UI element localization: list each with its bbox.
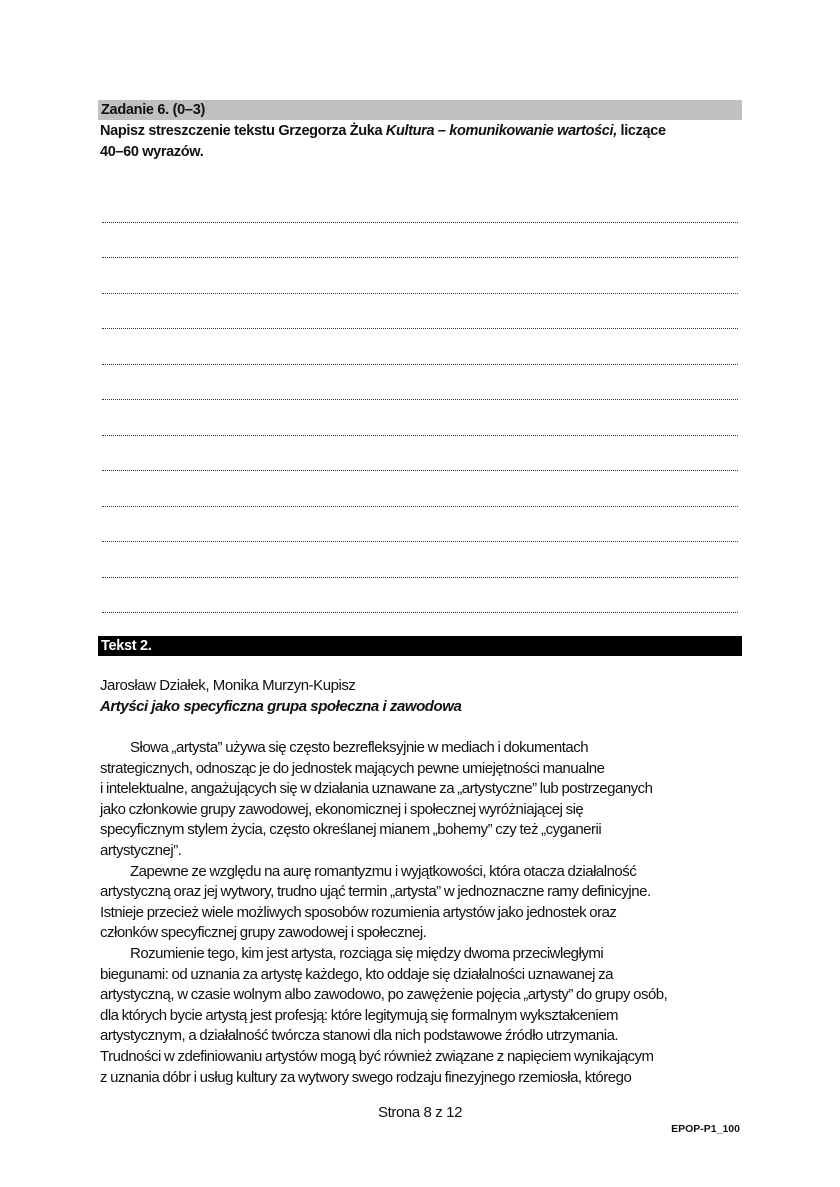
page-number: Strona 8 z 12 xyxy=(377,1104,463,1121)
text-header: Tekst 2. xyxy=(98,636,742,656)
answer-line[interactable] xyxy=(102,223,738,259)
body-text-line: członków specyficznej grupy zawodowej i społecznej. xyxy=(100,924,427,942)
body-text-line: artystycznym, a działalność twórcza stanowi dla nich podstawowe źródło utrzymania. xyxy=(100,1027,619,1045)
task-instruction xyxy=(100,121,750,163)
answer-line[interactable] xyxy=(102,542,738,578)
body-text-line: jako członkowie grupy zawodowej, ekonomicznej i społecznej wyróżniającej się xyxy=(100,800,584,818)
instruction-word-count: 40–60 wyrazów. xyxy=(100,144,204,160)
instruction-title: Kultura – komunikowanie wartości, xyxy=(385,123,617,139)
body-text-line: specyficznym stylem życia, często określanej mianem „bohemy” czy też „cyganerii xyxy=(100,821,602,839)
answer-line[interactable] xyxy=(102,365,738,401)
body-text-line: Istnieje przecież wiele możliwych sposobów rozumienia artystów jako jednostek oraz xyxy=(100,903,617,921)
answer-line[interactable] xyxy=(102,436,738,472)
body-text-line: artystyczną, w czasie wolnym albo zawodowo, po zawężenie pojęcia „artysty” do grupy osób, xyxy=(100,986,668,1004)
answer-area[interactable] xyxy=(102,187,742,613)
instruction-prefix: Napisz streszczenie tekstu Grzegorza Żuka xyxy=(100,123,386,139)
answer-line[interactable] xyxy=(102,258,738,294)
body-text-line: biegunami: od uznania za artystę każdego, kto oddaje się działalności uznawanej za xyxy=(100,965,614,983)
answer-line[interactable] xyxy=(102,471,738,507)
body-text-line: i intelektualne, angażujących się w działania uznawane za „artystyczne” lub postrzeganych xyxy=(100,780,653,798)
article-body xyxy=(100,738,750,1088)
task-header: Zadanie 6. (0–3) xyxy=(98,100,742,120)
body-text-line: z uznania dóbr i usług kultury za wytwory swego rodzaju finezyjnego rzemiosła, którego xyxy=(100,1068,632,1086)
exam-code: EPOP-P1_100 xyxy=(671,1123,740,1135)
body-text-line: Trudności w zdefiniowaniu artystów mogą być również związane z napięciem wynikającym xyxy=(100,1047,654,1065)
answer-line[interactable] xyxy=(102,578,738,614)
body-text-line: strategicznych, odnosząc je do jednostek mających pewne umiejętności manualne xyxy=(100,759,605,777)
body-text-line: Rozumienie tego, kim jest artysta, rozciąga się między dwoma przeciwległymi xyxy=(130,944,604,962)
body-text-line: artystycznej”. xyxy=(100,841,182,859)
answer-line[interactable] xyxy=(102,329,738,365)
answer-line[interactable] xyxy=(102,294,738,330)
body-text-line: Zapewne ze względu na aurę romantyzmu i wyjątkowości, która otacza działalność xyxy=(130,862,637,880)
instruction-suffix: liczące xyxy=(616,123,666,139)
body-text-line: dla których bycie artystą jest profesją: które legitymują się formalnym wykształceniem xyxy=(100,1006,619,1024)
body-text-line: Słowa „artysta” używa się często bezrefleksyjnie w mediach i dokumentach xyxy=(130,739,589,756)
answer-line[interactable] xyxy=(102,507,738,543)
body-text-line: artystyczną oraz jej wytwory, trudno ująć termin „artysta” w jednoznaczne ramy definicyjne. xyxy=(100,883,651,901)
article-authors: Jarosław Działek, Monika Murzyn-Kupisz xyxy=(100,677,356,694)
answer-line[interactable] xyxy=(102,187,738,223)
answer-line[interactable] xyxy=(102,400,738,436)
article-title: Artyści jako specyficzna grupa społeczna i zawodowa xyxy=(100,698,462,715)
